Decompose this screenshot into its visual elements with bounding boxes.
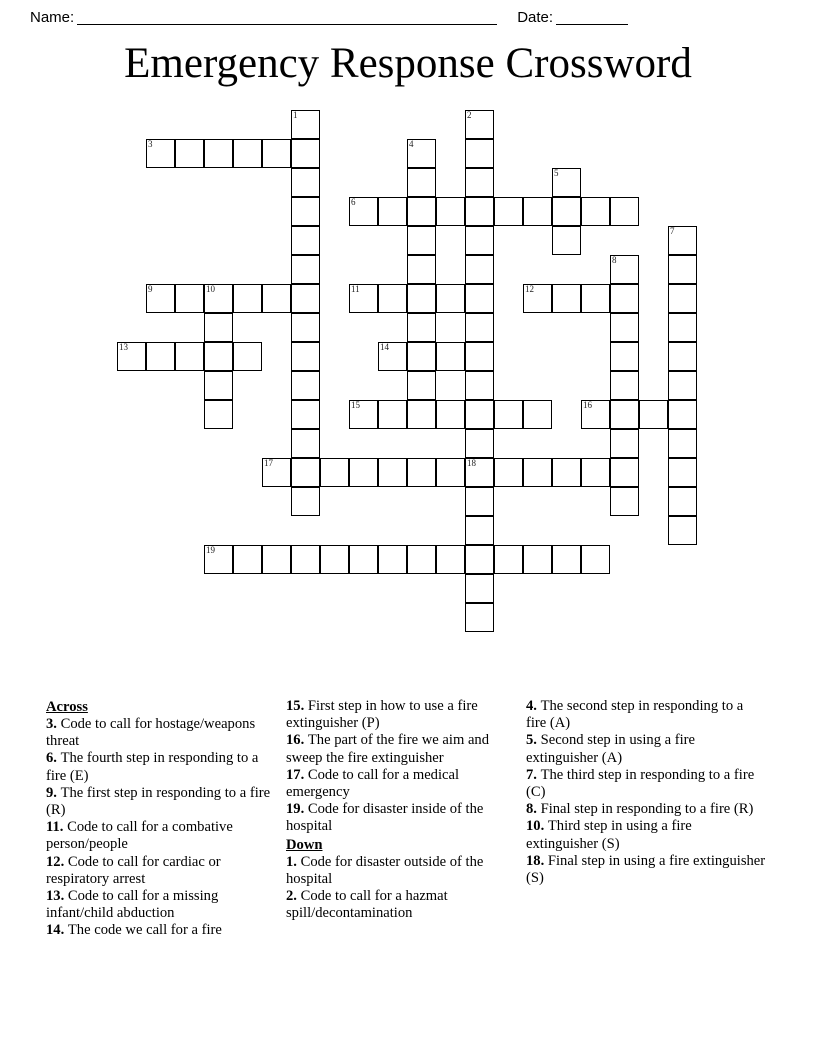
crossword-cell[interactable] <box>465 110 494 139</box>
crossword-cell[interactable] <box>349 400 378 429</box>
clue-text: The first step in responding to a fire (R) <box>46 784 271 819</box>
crossword-cell[interactable] <box>407 371 436 400</box>
crossword-cell[interactable] <box>378 545 407 574</box>
crossword-cell[interactable] <box>610 197 639 226</box>
clue-across-6 <box>46 750 278 784</box>
crossword-cell[interactable] <box>262 139 291 168</box>
crossword-cell[interactable] <box>552 284 581 313</box>
clue-across-15 <box>286 698 518 732</box>
crossword-cell[interactable] <box>204 284 233 313</box>
crossword-cell[interactable] <box>117 342 146 371</box>
clue-across-13 <box>46 888 278 922</box>
crossword-cell[interactable] <box>407 226 436 255</box>
crossword-cell-number: 3 <box>148 139 153 149</box>
crossword-cell[interactable] <box>465 284 494 313</box>
crossword-cell[interactable] <box>320 458 349 487</box>
crossword-cell[interactable] <box>175 139 204 168</box>
clue-down-1 <box>286 854 518 888</box>
crossword-cell[interactable] <box>494 545 523 574</box>
crossword-cell[interactable] <box>465 139 494 168</box>
clue-down-5 <box>526 732 766 766</box>
crossword-cell[interactable] <box>610 342 639 371</box>
crossword-cell[interactable] <box>291 139 320 168</box>
crossword-cell[interactable] <box>291 429 320 458</box>
crossword-cell[interactable] <box>494 458 523 487</box>
crossword-cell[interactable] <box>668 342 697 371</box>
crossword-cell[interactable] <box>465 371 494 400</box>
clue-text: Code for disaster outside of the hospital <box>286 853 484 887</box>
crossword-cell[interactable] <box>407 400 436 429</box>
crossword-cell[interactable] <box>407 342 436 371</box>
crossword-cell[interactable] <box>581 545 610 574</box>
clue-number: 1. <box>286 853 301 870</box>
crossword-cell[interactable] <box>436 400 465 429</box>
crossword-cell[interactable] <box>465 313 494 342</box>
crossword-cell[interactable] <box>204 313 233 342</box>
crossword-cell[interactable] <box>465 603 494 632</box>
crossword-cell-number: 14 <box>380 342 389 352</box>
clue-number: 16. <box>286 732 308 749</box>
crossword-cell-number: 4 <box>409 139 414 149</box>
crossword-cell[interactable] <box>465 400 494 429</box>
crossword-cell[interactable] <box>465 545 494 574</box>
clue-text: First step in how to use a fire extinguisher (P) <box>286 698 478 732</box>
crossword-cell-number: 16 <box>583 400 592 410</box>
clue-number: 3. <box>46 716 61 732</box>
crossword-cell[interactable] <box>581 197 610 226</box>
clue-text: Code to call for a missing infant/child abduction <box>46 888 219 922</box>
crossword-cell[interactable] <box>378 197 407 226</box>
clue-number: 9. <box>46 784 61 801</box>
crossword-cell[interactable] <box>291 197 320 226</box>
crossword-cell[interactable] <box>291 284 320 313</box>
crossword-cell-number: 13 <box>119 342 128 352</box>
crossword-cell[interactable] <box>320 545 349 574</box>
crossword-cell[interactable] <box>494 400 523 429</box>
crossword-cell-number: 18 <box>467 458 476 468</box>
crossword-cell[interactable] <box>407 168 436 197</box>
crossword-cell-number: 19 <box>206 545 215 555</box>
crossword-cell[interactable] <box>378 284 407 313</box>
clue-text: Code to call for a combative person/people <box>46 819 233 853</box>
crossword-cell[interactable] <box>465 255 494 284</box>
clue-text: The second step in responding to a fire (A) <box>526 698 744 732</box>
crossword-cell[interactable] <box>378 458 407 487</box>
crossword-cell[interactable] <box>291 255 320 284</box>
clue-number: 4. <box>526 698 541 714</box>
clue-column-2 <box>286 698 518 922</box>
crossword-cell[interactable] <box>581 458 610 487</box>
crossword-cell[interactable] <box>668 313 697 342</box>
clue-column-3 <box>526 698 766 887</box>
crossword-cell[interactable] <box>581 284 610 313</box>
clue-heading-across: Across <box>46 699 88 715</box>
crossword-cell-number: 6 <box>351 197 356 207</box>
crossword-cell[interactable] <box>436 342 465 371</box>
crossword-cell[interactable] <box>668 284 697 313</box>
crossword-cell[interactable] <box>407 284 436 313</box>
crossword-cell[interactable] <box>523 545 552 574</box>
crossword-cell[interactable] <box>610 313 639 342</box>
crossword-cell[interactable] <box>291 168 320 197</box>
crossword-cell-number: 5 <box>554 168 559 178</box>
crossword-cell[interactable] <box>610 400 639 429</box>
crossword-cell[interactable] <box>175 342 204 371</box>
clue-number: 12. <box>46 853 68 870</box>
crossword-cell[interactable] <box>494 197 523 226</box>
crossword-cell[interactable] <box>465 342 494 371</box>
crossword-cell-number: 1 <box>293 110 298 120</box>
crossword-cell[interactable] <box>291 342 320 371</box>
crossword-cell[interactable] <box>552 168 581 197</box>
clue-across-12 <box>46 854 278 888</box>
crossword-cell[interactable] <box>407 197 436 226</box>
clue-down-8 <box>526 801 766 818</box>
crossword-cell[interactable] <box>291 487 320 516</box>
crossword-cell-number: 7 <box>670 226 675 236</box>
clue-text: Final step in responding to a fire (R) <box>540 801 754 818</box>
crossword-cell[interactable] <box>233 284 262 313</box>
crossword-cell[interactable] <box>233 342 262 371</box>
crossword-cell[interactable] <box>465 487 494 516</box>
crossword-cell[interactable] <box>668 371 697 400</box>
crossword-cell[interactable] <box>668 226 697 255</box>
crossword-cell[interactable] <box>204 545 233 574</box>
crossword-cell[interactable] <box>610 458 639 487</box>
crossword-cell[interactable] <box>465 574 494 603</box>
clue-across-9 <box>46 785 278 819</box>
crossword-cell[interactable] <box>552 545 581 574</box>
clue-text: Code for disaster inside of the hospital <box>286 801 484 835</box>
clue-down-7 <box>526 767 766 801</box>
page-title: Emergency Response Crossword <box>124 40 692 87</box>
clue-down-18 <box>526 853 766 887</box>
name-label: Name: <box>30 9 75 26</box>
crossword-cell[interactable] <box>436 284 465 313</box>
crossword-cell[interactable] <box>291 226 320 255</box>
clue-text: The third step in responding to a fire (C) <box>526 766 755 801</box>
clue-number: 2. <box>286 888 301 905</box>
clue-number: 13. <box>46 888 68 905</box>
crossword-cell[interactable] <box>610 255 639 284</box>
crossword-cell[interactable] <box>668 516 697 545</box>
crossword-cell[interactable] <box>349 284 378 313</box>
crossword-cell[interactable] <box>668 255 697 284</box>
clue-text: Second step in using a fire extinguisher (A) <box>526 732 696 766</box>
clue-number: 5. <box>526 732 541 749</box>
clue-text: Code to call for a hazmat spill/decontamination <box>286 888 448 922</box>
crossword-cell[interactable] <box>668 429 697 458</box>
crossword-cell[interactable] <box>291 458 320 487</box>
crossword-cell[interactable] <box>233 545 262 574</box>
crossword-cell[interactable] <box>291 371 320 400</box>
crossword-cell[interactable] <box>291 110 320 139</box>
crossword-cell[interactable] <box>465 458 494 487</box>
crossword-cell[interactable] <box>552 458 581 487</box>
clue-number: 14. <box>46 922 68 939</box>
crossword-cell[interactable] <box>610 284 639 313</box>
clue-number: 15. <box>286 698 308 714</box>
crossword-cell[interactable] <box>233 139 262 168</box>
crossword-cell[interactable] <box>436 197 465 226</box>
crossword-cell[interactable] <box>378 342 407 371</box>
crossword-cell[interactable] <box>436 458 465 487</box>
crossword-cell-number: 9 <box>148 284 153 294</box>
crossword-cell[interactable] <box>262 545 291 574</box>
crossword-cell[interactable] <box>204 400 233 429</box>
clue-text: Code to call for a medical emergency <box>286 766 460 801</box>
date-label: Date: <box>517 9 554 26</box>
clue-down-4 <box>526 698 766 732</box>
clue-list <box>0 698 816 968</box>
crossword-cell[interactable] <box>668 487 697 516</box>
clue-number: 10. <box>526 818 548 835</box>
clue-number: 19. <box>286 801 308 818</box>
crossword-cell[interactable] <box>291 545 320 574</box>
crossword-cell[interactable] <box>378 400 407 429</box>
clue-across-16 <box>286 732 518 766</box>
clue-across-3 <box>46 716 278 750</box>
crossword-cell[interactable] <box>146 284 175 313</box>
clue-text: Code to call for hostage/weapons threat <box>46 716 256 750</box>
crossword-cell[interactable] <box>523 458 552 487</box>
crossword-cell[interactable] <box>523 284 552 313</box>
crossword-cell[interactable] <box>668 400 697 429</box>
clue-down-2 <box>286 888 518 922</box>
crossword-cell[interactable] <box>465 429 494 458</box>
crossword-cell[interactable] <box>407 139 436 168</box>
crossword-cell[interactable] <box>262 284 291 313</box>
crossword-cell[interactable] <box>204 139 233 168</box>
crossword-cell-number: 12 <box>525 284 534 294</box>
crossword-cell[interactable] <box>262 458 291 487</box>
crossword-cell[interactable] <box>349 197 378 226</box>
crossword-cell[interactable] <box>291 313 320 342</box>
clue-text: Third step in using a fire extinguisher (S) <box>526 818 692 852</box>
clue-across-14 <box>46 922 278 939</box>
crossword-cell[interactable] <box>204 342 233 371</box>
crossword-cell[interactable] <box>465 226 494 255</box>
clue-text: Code to call for cardiac or respiratory arrest <box>46 853 221 887</box>
crossword-cell-number: 15 <box>351 400 360 410</box>
crossword-cell[interactable] <box>552 226 581 255</box>
clue-column-1 <box>46 698 278 940</box>
clue-text: Final step in using a fire extinguisher (S) <box>526 852 766 887</box>
crossword-cell[interactable] <box>639 400 668 429</box>
crossword-cell[interactable] <box>465 197 494 226</box>
crossword-cell-number: 10 <box>206 284 215 294</box>
crossword-cell[interactable] <box>436 545 465 574</box>
clue-text: The fourth step in responding to a fire (E) <box>46 750 259 784</box>
clue-across-17 <box>286 767 518 801</box>
crossword-cell[interactable] <box>407 545 436 574</box>
crossword-cell[interactable] <box>407 313 436 342</box>
clue-down-10 <box>526 818 766 852</box>
crossword-cell[interactable] <box>668 458 697 487</box>
clue-heading-down: Down <box>286 836 323 853</box>
crossword-cell[interactable] <box>465 168 494 197</box>
crossword-cell[interactable] <box>291 400 320 429</box>
crossword-cell[interactable] <box>146 342 175 371</box>
crossword-cell[interactable] <box>146 139 175 168</box>
clue-across-19 <box>286 801 518 835</box>
clue-number: 11. <box>46 819 68 836</box>
clue-text: The part of the fire we aim and sweep the fire extinguisher <box>286 732 490 766</box>
crossword-cell[interactable] <box>204 371 233 400</box>
crossword-cell[interactable] <box>407 458 436 487</box>
crossword-cell[interactable] <box>465 516 494 545</box>
crossword-cell[interactable] <box>349 545 378 574</box>
crossword-cell[interactable] <box>407 255 436 284</box>
crossword-cell[interactable] <box>175 284 204 313</box>
crossword-cell[interactable] <box>610 487 639 516</box>
crossword-cell[interactable] <box>552 197 581 226</box>
crossword-cell[interactable] <box>610 429 639 458</box>
crossword-cell[interactable] <box>610 371 639 400</box>
clue-number: 6. <box>46 750 61 767</box>
crossword-cell-number: 2 <box>467 110 472 120</box>
clue-number: 18. <box>526 852 548 869</box>
clue-number: 17. <box>286 766 308 783</box>
clue-across-11 <box>46 819 278 853</box>
crossword-cell-number: 17 <box>264 458 273 468</box>
clue-number: 7. <box>526 766 541 783</box>
crossword-cell[interactable] <box>581 400 610 429</box>
crossword-cell[interactable] <box>523 400 552 429</box>
crossword-cell-number: 11 <box>351 284 360 294</box>
crossword-cell[interactable] <box>349 458 378 487</box>
clue-text: The code we call for a fire <box>67 922 222 939</box>
crossword-cell[interactable] <box>523 197 552 226</box>
crossword-cell-number: 8 <box>612 255 617 265</box>
clue-number: 8. <box>526 801 541 818</box>
